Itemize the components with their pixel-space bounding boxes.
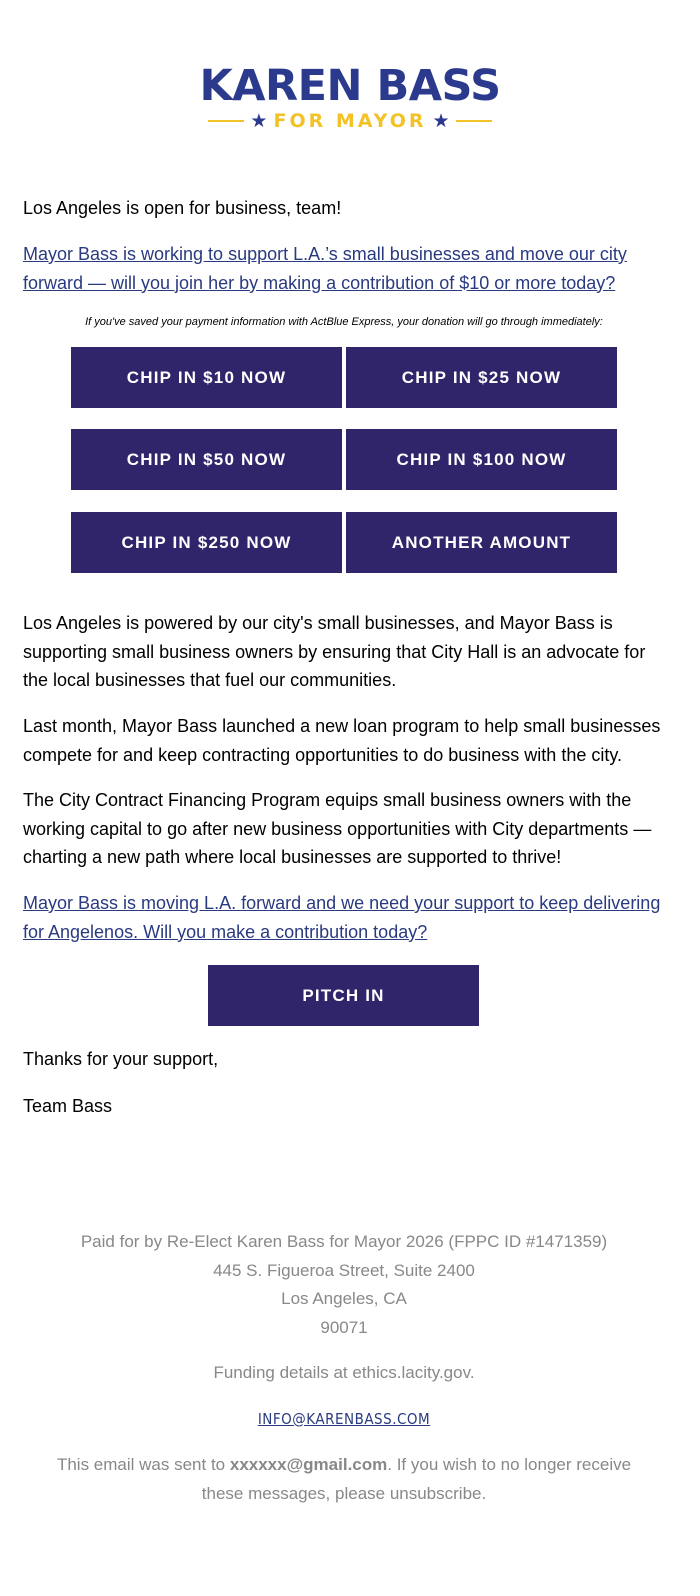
intro-donate-link[interactable]: Mayor Bass is working to support L.A.’s small businesses and move our city forward — will you join her by making a contribution of $10 or more today? (23, 244, 627, 293)
logo-subline (0, 110, 700, 132)
campaign-logo (0, 62, 700, 132)
greeting: Los Angeles is open for business, team! (23, 198, 342, 218)
body-paragraph: The City Contract Financing Program equips small business owners with the working capital to go after new business opportunities with City departments — charting a new path where local businesses are supported to thrive! (23, 790, 652, 867)
body-paragraph: Last month, Mayor Bass launched a new loan program to help small businesses compete for and keep contracting opportunities to do business with the city. (23, 716, 661, 765)
cta-donate-link[interactable]: Mayor Bass is moving L.A. forward and we need your support to keep delivering for Angelenos. Will you make a contribution today? (23, 893, 661, 942)
cta-paragraph (23, 889, 673, 946)
chip-in-250-button[interactable]: CHIP IN $250 NOW (71, 512, 342, 573)
sent-to-notice (40, 1451, 648, 1508)
star-icon: ★ (432, 110, 450, 132)
intro-paragraph (23, 240, 673, 297)
logo-right-rule (456, 120, 492, 122)
recipient-email: xxxxxx@gmail.com (229, 1455, 388, 1474)
actblue-express-note: If you've saved your payment information with ActBlue Express, your donation will go through immediately: (85, 316, 603, 328)
star-icon: ★ (250, 110, 268, 132)
zip-code: 90071 (320, 1317, 368, 1337)
closing: Thanks for your support, (23, 1049, 219, 1069)
paid-for-disclaimer: Paid for by Re-Elect Karen Bass for Mayor 2026 (FPPC ID #1471359) (80, 1232, 608, 1251)
contact-email-link[interactable]: INFO@KARENBASS.COM (257, 1410, 431, 1428)
footer-address (0, 1228, 688, 1342)
chip-in-25-button[interactable]: CHIP IN $25 NOW (346, 347, 617, 408)
signature: Team Bass (23, 1096, 113, 1116)
logo-left-rule (208, 120, 244, 122)
chip-in-50-button[interactable]: CHIP IN $50 NOW (71, 429, 342, 490)
city-state: Los Angeles, CA (281, 1289, 407, 1308)
sent-suffix: . If you wish to no longer receive these messages, please unsubscribe. (201, 1455, 632, 1503)
pitch-in-button[interactable]: PITCH IN (208, 965, 479, 1026)
another-amount-button[interactable]: ANOTHER AMOUNT (346, 512, 617, 573)
chip-in-100-button[interactable]: CHIP IN $100 NOW (346, 429, 617, 490)
funding-details: Funding details at ethics.lacity.gov. (213, 1363, 475, 1382)
logo-name: KAREN BASS (199, 61, 501, 111)
logo-tagline: FOR MAYOR (273, 110, 427, 132)
street-address: 445 S. Figueroa Street, Suite 2400 (213, 1260, 475, 1280)
body-paragraph: Los Angeles is powered by our city's small businesses, and Mayor Bass is supporting small business owners by ensuring that City Hall is an advocate for the local businesses that fuel our communities. (23, 613, 646, 690)
footer-email-row (0, 1405, 688, 1434)
chip-in-10-button[interactable]: CHIP IN $10 NOW (71, 347, 342, 408)
sent-prefix: This email was sent to (56, 1455, 230, 1474)
